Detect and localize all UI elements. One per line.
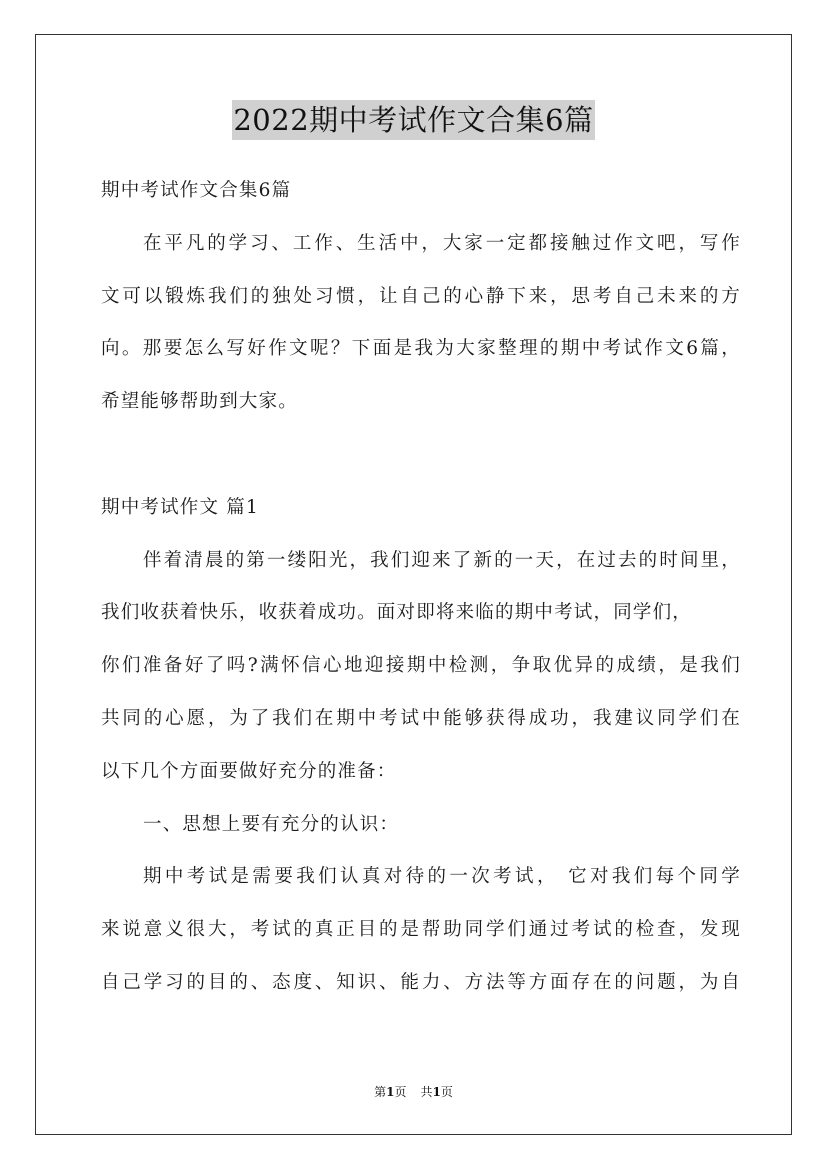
intro-line: 文可以锻炼我们的独处习惯，让自己的心静下来，思考自己未来的方: [101, 285, 741, 307]
footer-total-number: 1: [432, 1085, 441, 1099]
paragraph-line: 伴着清晨的第一缕阳光，我们迎来了新的一天，在过去的时间里，: [143, 549, 741, 571]
title-area: [0, 100, 827, 140]
intro-line: 希望能够帮助到大家。: [101, 391, 299, 413]
document-body: [101, 165, 741, 1010]
footer-total-prefix: 共: [420, 1085, 433, 1099]
paragraph-line: 来说意义很大，考试的真正目的是帮助同学们通过考试的检查，发现: [101, 919, 741, 941]
paragraph-line: 期中考试是需要我们认真对待的一次考试， 它对我们每个同学: [143, 866, 741, 888]
paragraph-line: 我们收获着快乐，收获着成功。面对即将来临的期中考试，同学们，: [101, 602, 693, 624]
point-heading: 一、思想上要有充分的认识：: [143, 813, 400, 835]
intro-line: 向。那要怎么写好作文呢？下面是我为大家整理的期中考试作文6篇，: [101, 338, 741, 360]
paragraph-line: 你们准备好了吗?满怀信心地迎接期中检测，争取优异的成绩，是我们: [101, 655, 741, 677]
section-heading: 期中考试作文 篇1: [101, 496, 259, 518]
footer-page-suffix: 页: [394, 1085, 407, 1099]
footer-page-prefix: 第: [374, 1085, 387, 1099]
document-title: 2022期中考试作文合集6篇: [232, 100, 594, 140]
footer-total-suffix: 页: [440, 1085, 453, 1099]
intro-line: 在平凡的学习、工作、生活中，大家一定都接触过作文吧，写作: [143, 232, 741, 254]
paragraph-line: 以下几个方面要做好充分的准备：: [101, 760, 397, 782]
subtitle: 期中考试作文合集6篇: [101, 180, 292, 201]
paragraph-line: 共同的心愿，为了我们在期中考试中能够获得成功，我建议同学们在: [101, 707, 741, 729]
page-footer: [0, 1082, 827, 1102]
paragraph-line: 自己学习的目的、态度、知识、能力、方法等方面存在的问题，为自: [101, 971, 741, 993]
paragraph-gap: [101, 429, 741, 482]
footer-page-number: 1: [386, 1085, 395, 1099]
